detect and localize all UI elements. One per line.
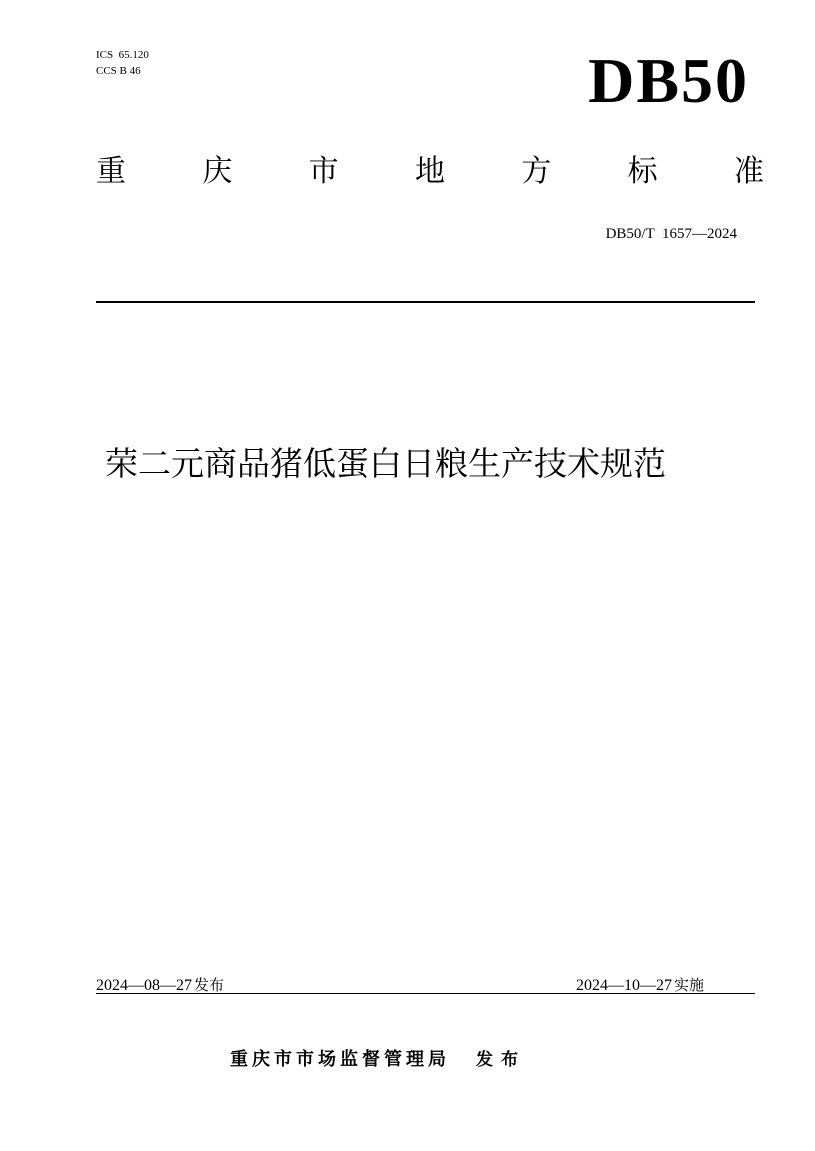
bottom-divider bbox=[96, 993, 755, 994]
standard-type-char: 重 bbox=[96, 154, 126, 189]
publisher-action: 发布 bbox=[476, 1050, 526, 1070]
publisher-name: 重庆市市场监督管理局 bbox=[230, 1049, 450, 1070]
date-row bbox=[96, 975, 755, 995]
standard-type-char: 标 bbox=[627, 154, 658, 189]
standard-number: DB50/T 1657—2024 bbox=[605, 226, 737, 242]
issue-date-value: 2024—08—27 bbox=[96, 977, 192, 994]
standard-type-heading bbox=[96, 152, 764, 192]
standard-type-char: 市 bbox=[308, 154, 339, 189]
document-title: 荣二元商品猪低蛋白日粮生产技术规范 bbox=[105, 444, 666, 483]
top-divider bbox=[96, 301, 755, 303]
ccs-code: CCS B 46 bbox=[96, 65, 141, 77]
standard-type-char: 地 bbox=[414, 154, 445, 189]
issue-date-label: 发布 bbox=[194, 976, 225, 994]
standard-code-logo: DB50 bbox=[588, 45, 749, 116]
implement-date-value: 2024—10—27 bbox=[575, 977, 672, 994]
standard-type-char: 准 bbox=[733, 154, 764, 189]
standard-type-char: 庆 bbox=[202, 154, 233, 189]
ics-code: ICS 65.120 bbox=[96, 49, 149, 61]
publisher-line bbox=[230, 1048, 526, 1072]
standard-type-char: 方 bbox=[521, 154, 552, 189]
classification-codes bbox=[96, 47, 149, 79]
implement-date-label: 实施 bbox=[673, 976, 704, 994]
